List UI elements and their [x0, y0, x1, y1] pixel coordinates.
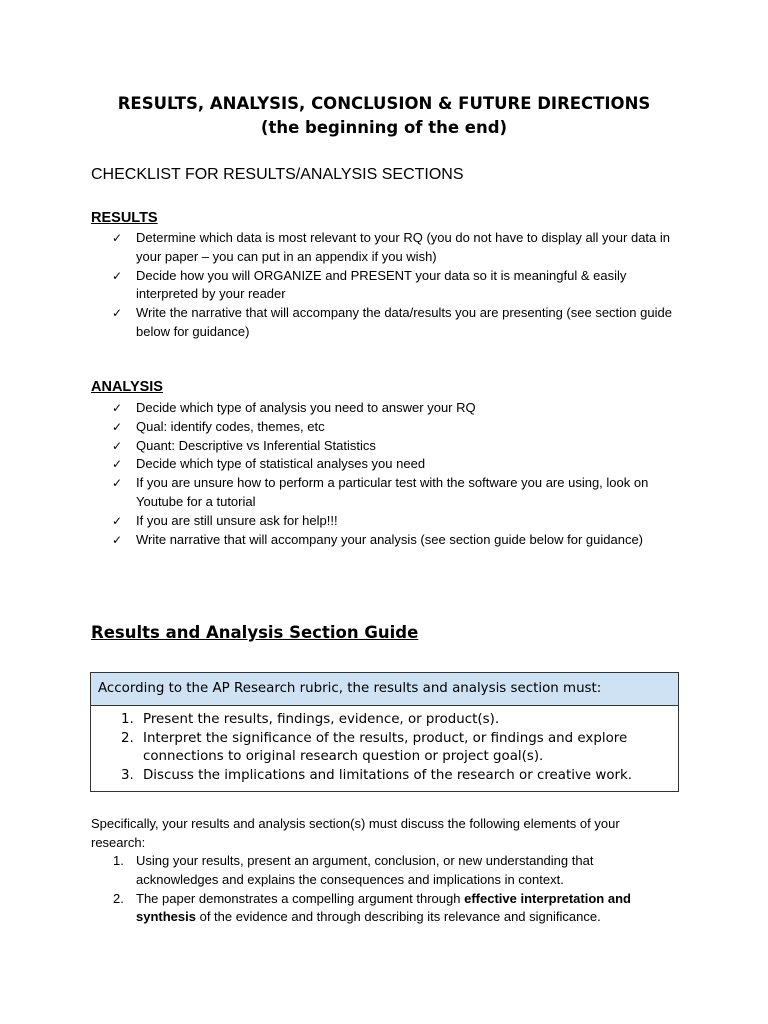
list-item-text: of the evidence and through describing its relevance and significance.	[195, 909, 601, 925]
checklist-item	[112, 418, 682, 437]
list-item-text: The paper demonstrates a compelling argument through	[136, 890, 465, 906]
checklist-item-text: Decide how you will ORGANIZE and PRESENT your data so it is meaningful & easily interpreted by your reader	[136, 267, 627, 302]
analysis-heading: ANALYSIS	[91, 379, 163, 395]
checklist-heading: CHECKLIST FOR RESULTS/ANALYSIS SECTIONS	[91, 166, 464, 183]
list-item	[91, 890, 676, 928]
checklist-item	[112, 304, 682, 342]
document-title: RESULTS, ANALYSIS, CONCLUSION & FUTURE DIRECTIONS	[117, 94, 651, 113]
intro-paragraph: Specifically, your results and analysis section(s) must discuss the following elements of your research:	[91, 816, 620, 850]
check-mark-icon: ✓	[112, 438, 123, 453]
rubric-item-text: Present the results, findings, evidence, or product(s).	[143, 712, 500, 727]
list-item-text: Using your results, present an argument, conclusion, or new understanding that acknowledges and explains the consequences and implications in context.	[136, 853, 594, 887]
check-mark-icon: ✓	[112, 476, 123, 491]
rubric-item-text: Interpret the significance of the results, product, or findings and explore connections to original research question or project goal(s).	[143, 730, 628, 765]
rubric-item	[99, 730, 670, 767]
checklist-item-text: Qual: identify codes, themes, etc	[136, 418, 325, 434]
checklist-item-text: Determine which data is most relevant to your RQ (you do not have to display all your data in your paper – you can put in an appendix if you wish)	[136, 230, 670, 264]
rubric-table-body	[91, 706, 678, 791]
check-mark-icon: ✓	[112, 268, 123, 283]
list-number: 2.	[113, 890, 124, 906]
elements-list	[91, 852, 676, 927]
checklist-item	[112, 474, 682, 512]
check-mark-icon: ✓	[112, 419, 123, 434]
checklist-item	[112, 437, 682, 456]
list-item	[91, 852, 676, 890]
checklist-item-text: If you are unsure how to perform a particular test with the software you are using, look on Youtube for a tutorial	[136, 475, 649, 509]
rubric-table	[90, 672, 679, 792]
rubric-item	[99, 767, 670, 786]
list-number: 1.	[113, 853, 124, 868]
checklist-item	[112, 455, 682, 474]
checklist-item	[112, 399, 682, 418]
results-checklist	[112, 229, 682, 342]
rubric-list	[99, 711, 670, 785]
list-number: 1.	[121, 712, 134, 727]
document-subtitle: (the beginning of the end)	[260, 118, 508, 137]
checklist-item	[112, 512, 682, 531]
check-mark-icon: ✓	[112, 532, 123, 547]
checklist-item-text: Write narrative that will accompany your analysis (see section guide below for guidance)	[136, 531, 644, 547]
checklist-item	[112, 267, 682, 305]
checklist-item-text: If you are still unsure ask for help!!!	[136, 512, 338, 528]
rubric-table-header: According to the AP Research rubric, the results and analysis section must:	[91, 673, 678, 706]
check-mark-icon: ✓	[112, 513, 123, 528]
checklist-item-text: Quant: Descriptive vs Inferential Statistics	[136, 437, 376, 453]
checklist-item-text: Decide which type of statistical analyses you need	[136, 456, 426, 472]
section-guide-heading: Results and Analysis Section Guide	[91, 623, 419, 642]
check-mark-icon: ✓	[112, 231, 123, 245]
list-item-emphasis: effective interpretation and synthesis	[136, 890, 631, 925]
check-mark-icon: ✓	[112, 457, 123, 472]
rubric-item-text: Discuss the implications and limitations of the research or creative work.	[143, 767, 633, 783]
list-number: 3.	[121, 767, 134, 783]
check-mark-icon: ✓	[112, 306, 123, 321]
checklist-item	[112, 229, 682, 267]
check-mark-icon: ✓	[112, 401, 123, 415]
checklist-item-text: Write the narrative that will accompany the data/results you are presenting (see section guide below for guidance)	[136, 305, 672, 339]
checklist-item-text: Decide which type of analysis you need to answer your RQ	[136, 400, 476, 415]
rubric-item	[99, 711, 670, 730]
results-heading: RESULTS	[91, 210, 158, 226]
checklist-item	[112, 531, 682, 550]
analysis-checklist	[112, 399, 682, 549]
list-number: 2.	[121, 730, 134, 746]
